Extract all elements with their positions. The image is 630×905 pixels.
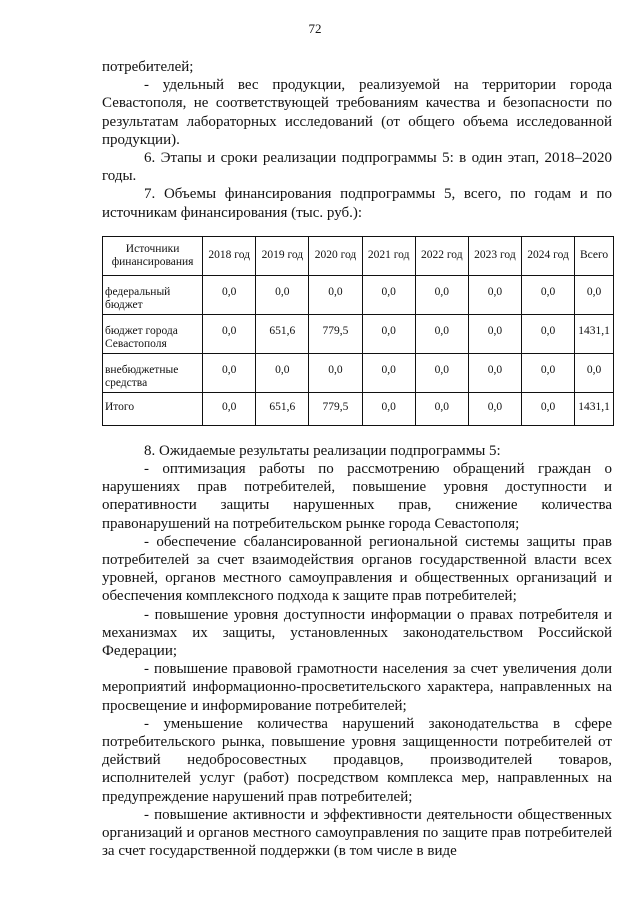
table-cell: бюджет города Севастополя: [103, 314, 203, 353]
table-cell: 0,0: [362, 392, 415, 425]
column-header: 2022 год: [415, 236, 468, 275]
paragraph: - обеспечение сбалансированной региональной системы защиты прав потребителей за счет взаимодействия органов государственной власти всех уровней, органов местного самоуправления и общественных организаций и обеспечения комплексного подхода к защите прав потребителей;: [102, 533, 612, 605]
table-cell: 779,5: [309, 392, 362, 425]
column-header: 2021 год: [362, 236, 415, 275]
table-cell: 0,0: [575, 353, 614, 392]
paragraph: - повышение активности и эффективности деятельности общественных организаций и органов местного самоуправления по защите прав потребителей за счет государственной поддержки (в том числе в виде: [102, 806, 612, 860]
document-body: [102, 58, 612, 861]
paragraph: - повышение правовой грамотности населения за счет увеличения доли мероприятий информационно-просветительского характера, направленных на просвещение и информирование потребителей;: [102, 661, 612, 714]
table-cell: 0,0: [415, 275, 468, 314]
table-cell: 0,0: [203, 392, 256, 425]
table-cell: 0,0: [521, 275, 574, 314]
table-cell: 1431,1: [575, 392, 614, 425]
table-row-total: [103, 392, 614, 425]
column-header: Источники финансирования: [103, 236, 203, 275]
paragraph: - удельный вес продукции, реализуемой на территории города Севастополя, не соответствующей требованиям качества и безопасности по результатам лабораторных исследований (от общего объема исследованной продукции).: [102, 77, 612, 148]
table-row: [103, 275, 614, 314]
table-cell: 0,0: [468, 275, 521, 314]
table-row: [103, 314, 614, 353]
table-cell: 0,0: [256, 353, 309, 392]
table-cell: 0,0: [575, 275, 614, 314]
table-cell: 0,0: [362, 314, 415, 353]
paragraph: 7. Объемы финансирования подпрограммы 5, всего, по годам и по источникам финансирования (тыс. руб.):: [102, 186, 612, 221]
column-header: 2018 год: [203, 236, 256, 275]
paragraph: - оптимизация работы по рассмотрению обращений граждан о нарушениях прав потребителей, повышение уровня доступности и оперативности защиты нарушенных прав, снижение количества правонарушений на потребительском рынке города Севастополя;: [102, 461, 612, 532]
table-cell: 0,0: [521, 314, 574, 353]
table-cell: 0,0: [521, 353, 574, 392]
table-cell: Итого: [103, 392, 203, 425]
paragraph: 8. Ожидаемые результаты реализации подпрограммы 5:: [144, 442, 501, 459]
table-cell: 779,5: [309, 314, 362, 353]
table-cell: 0,0: [309, 275, 362, 314]
table-header-row: [103, 236, 614, 275]
table-cell: 0,0: [203, 353, 256, 392]
table-cell: 0,0: [415, 314, 468, 353]
table-cell: 0,0: [203, 314, 256, 353]
table-cell: 651,6: [256, 314, 309, 353]
paragraph: - повышение уровня доступности информации о правах потребителя и механизмах их защиты, установленных законодательством Российской Федерации;: [102, 606, 612, 660]
table-cell: 0,0: [468, 392, 521, 425]
column-header: 2019 год: [256, 236, 309, 275]
table-cell: 0,0: [415, 353, 468, 392]
table-cell: 1431,1: [575, 314, 614, 353]
paragraph: потребителей;: [102, 59, 194, 75]
column-header: 2024 год: [521, 236, 574, 275]
table-cell: 0,0: [203, 275, 256, 314]
paragraph: 6. Этапы и сроки реализации подпрограммы 5: в один этап, 2018–2020 годы.: [102, 150, 612, 185]
table-cell: 651,6: [256, 392, 309, 425]
table-row: [103, 353, 614, 392]
table-cell: 0,0: [415, 392, 468, 425]
table-cell: федеральный бюджет: [103, 275, 203, 314]
page-number: 72: [308, 21, 322, 36]
financing-table: [102, 236, 614, 426]
table-cell: 0,0: [468, 353, 521, 392]
table-cell: внебюджетные средства: [103, 353, 203, 392]
table-cell: 0,0: [362, 275, 415, 314]
column-header: 2023 год: [468, 236, 521, 275]
table-cell: 0,0: [521, 392, 574, 425]
table-cell: 0,0: [256, 275, 309, 314]
column-header: 2020 год: [309, 236, 362, 275]
column-header: Всего: [575, 236, 614, 275]
table-cell: 0,0: [309, 353, 362, 392]
table-cell: 0,0: [362, 353, 415, 392]
table-cell: 0,0: [468, 314, 521, 353]
paragraph: - уменьшение количества нарушений законодательства в сфере потребительского рынка, повышение уровня защищенности потребителей от действий недобросовестных продавцов, производителей товаров, исполнителей услуг (работ) посредством комплекса мер, направленных на предупреждение нарушений прав потребителей;: [102, 715, 612, 805]
